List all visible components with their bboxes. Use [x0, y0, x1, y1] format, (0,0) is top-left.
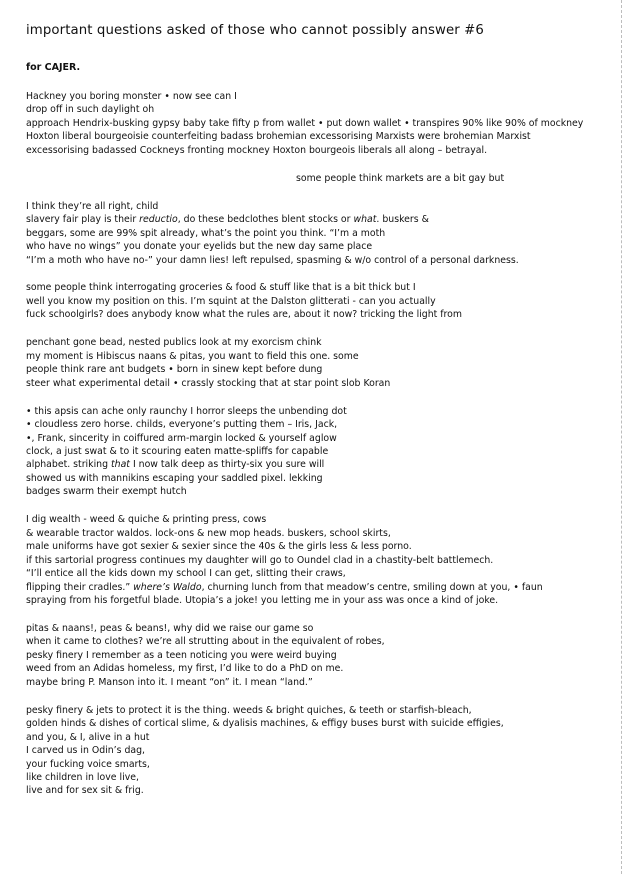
- poem-line: who have no wings” you donate your eyelids but the new day same place: [26, 241, 373, 253]
- poem-line: Hoxton liberal bourgeoisie counterfeiting badass brohemian excessorising Marxists were brohemian Marxist: [26, 131, 531, 143]
- poem-line: maybe bring P. Manson into it. I meant “on” it. I mean “land.”: [26, 676, 313, 688]
- poem-line: people think rare ant budgets • born in sinew kept before dung: [26, 364, 323, 376]
- poem-line: pesky finery I remember as a teen noticing you were weird buying: [26, 649, 337, 661]
- stanza-6: [26, 405, 622, 499]
- poem-body: [26, 90, 622, 812]
- stanza-3: [26, 200, 622, 267]
- poem-line: weed from an Adidas homeless, my first, I’d like to do a PhD on me.: [26, 663, 344, 675]
- poem-line: • this apsis can ache only raunchy I horror sleeps the unbending dot: [26, 405, 347, 417]
- stanza-4: [26, 281, 622, 321]
- poem-line: beggars, some are 99% spit already, what’s the point you think. “I’m a moth: [26, 227, 386, 239]
- stanza-1: [26, 90, 622, 157]
- poem-line: showed us with mannikins escaping your saddled pixel. lekking: [26, 472, 323, 484]
- poem-line: pitas & naans!, peas & beans!, why did we raise our game so: [26, 623, 314, 634]
- poem-line: “I’ll entice all the kids down my school I can get, slitting their craws,: [26, 568, 346, 580]
- poem-line: my moment is Hibiscus naans & pitas, you want to field this one. some: [26, 350, 359, 362]
- poem-line: some people think interrogating groceries & food & stuff like that is a bit thick but I: [26, 282, 416, 294]
- poem-title: important questions asked of those who cannot possibly answer #6: [26, 23, 484, 38]
- poem-line: slavery fair play is their reductio, do these bedclothes blent stocks or what. buskers &: [26, 214, 429, 226]
- poem-line: I dig wealth - weed & quiche & printing press, cows: [26, 514, 267, 526]
- page-edge-divider: [621, 0, 626, 874]
- poem-line: alphabet. striking that I now talk deep as thirty-six you sure will: [26, 459, 325, 471]
- poem-line: penchant gone bead, nested publics look at my exorcism chink: [26, 337, 322, 349]
- poem-line: • cloudless zero horse. childs, everyone’s putting them – Iris, Jack,: [26, 419, 338, 431]
- poem-line: well you know my position on this. I’m squint at the Dalston glitterati - can you actually: [26, 295, 436, 307]
- stanza-7: [26, 513, 622, 607]
- poem-line: Hackney you boring monster • now see can I: [26, 91, 237, 102]
- poem-line: some people think markets are a bit gay but: [296, 172, 505, 184]
- poem-line: steer what experimental detail • crassly stocking that at star point slob Koran: [26, 377, 391, 389]
- poem-line: spraying from his forgetful blade. Utopia’s a joke! you letting me in your ass was once a kind of joke.: [26, 595, 499, 607]
- poem-line: clock, a just swat & to it scouring eaten matte-spliffs for capable: [26, 446, 329, 458]
- poem-line: like children in love live,: [26, 772, 139, 784]
- stanza-9: [26, 704, 622, 798]
- dedication: for CAJER.: [26, 62, 81, 73]
- poem-line: approach Hendrix-busking gypsy baby take fifty p from wallet • put down wallet • transpires 90% like 90% of mockney: [26, 117, 584, 129]
- poem-line: and you, & I, alive in a hut: [26, 731, 150, 743]
- poem-line: drop off in such daylight oh: [26, 104, 155, 116]
- poem-line: male uniforms have got sexier & sexier since the 40s & the girls less & less porno.: [26, 541, 412, 553]
- poem-line: I carved us in Odin’s dag,: [26, 745, 146, 757]
- stanza-5: [26, 336, 622, 390]
- poem-line: & wearable tractor waldos. lock-ons & new mop heads. buskers, school skirts,: [26, 527, 391, 539]
- stanza-8: [26, 622, 622, 689]
- poem-line: I think they’re all right, child: [26, 200, 159, 212]
- poem-line: live and for sex sit & frig.: [26, 785, 144, 797]
- poem-line: flipping their cradles.” where’s Waldo, churning lunch from that meadow’s centre, smiling down at you, • faun: [26, 581, 543, 593]
- poem-line: when it came to clothes? we’re all strutting about in the equivalent of robes,: [26, 636, 385, 648]
- poem-line: your fucking voice smarts,: [26, 758, 150, 770]
- poem-line: fuck schoolgirls? does anybody know what the rules are, about it now? tricking the light from: [26, 309, 462, 321]
- poem-line: “I’m a moth who have no-” your damn lies! left repulsed, spasming & w/o control of a personal darkness.: [26, 254, 519, 266]
- stanza-2: [26, 172, 622, 185]
- poem-line: pesky finery & jets to protect it is the thing. weeds & bright quiches, & teeth or starfish-bleach,: [26, 704, 472, 716]
- poem-line: if this sartorial progress continues my daughter will go to Oundel clad in a chastity-belt battlemech.: [26, 554, 494, 566]
- poem-line: golden hinds & dishes of cortical slime, & dyalisis machines, & effigy buses burst with suicide effigies,: [26, 718, 504, 730]
- poem-line: •, Frank, sincerity in coiffured arm-margin locked & yourself aglow: [26, 432, 337, 444]
- poem-line: badges swarm their exempt hutch: [26, 486, 187, 498]
- poem-line: excessorising badassed Cockneys fronting mockney Hoxton bourgeois liberals all along – betrayal.: [26, 144, 488, 156]
